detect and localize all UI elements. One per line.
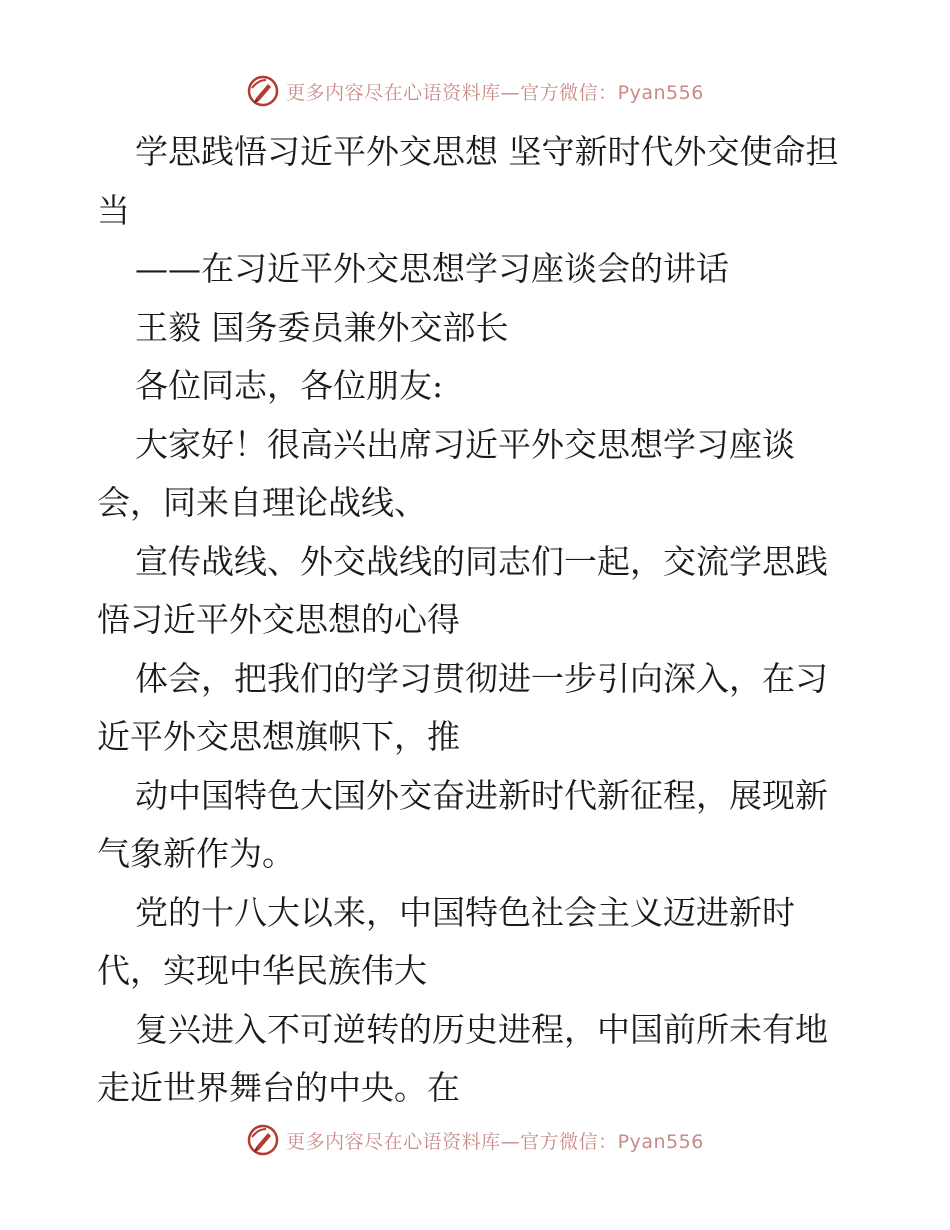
body-paragraph: 动中国特色大国外交奋进新时代新征程，展现新气象新作为。 [97, 775, 828, 873]
body-paragraph: 体会，把我们的学习贯彻进一步引向深入，在习近平外交思想旗帜下，推 [97, 658, 828, 756]
body-paragraph: 党的十八大以来，中国特色社会主义迈进新时代，实现中华民族伟大 [97, 892, 795, 990]
body-paragraph: 大家好！很高兴出席习近平外交思想学习座谈会，同来自理论战线、 [97, 424, 795, 522]
watermark-text: 更多内容尽在心语资料库—官方微信：Pyan556 [286, 81, 704, 104]
salutation: 各位同志，各位朋友: [135, 366, 444, 405]
document-subtitle: ——在习近平外交思想学习座谈会的讲话 [135, 249, 729, 288]
document-body [97, 123, 857, 1118]
header-watermark-banner [0, 71, 950, 111]
pen-logo-icon [246, 1123, 280, 1157]
author-line: 王毅 国务委员兼外交部长 [135, 307, 509, 347]
body-paragraph: 复兴进入不可逆转的历史进程，中国前所未有地走近世界舞台的中央。在 [97, 1009, 828, 1107]
pen-logo-icon [246, 74, 280, 108]
footer-watermark-banner [0, 1120, 950, 1160]
body-paragraph: 宣传战线、外交战线的同志们一起，交流学思践悟习近平外交思想的心得 [97, 541, 828, 639]
document-title: 学思践悟习近平外交思想 坚守新时代外交使命担当 [97, 132, 839, 230]
watermark-text: 更多内容尽在心语资料库—官方微信：Pyan556 [286, 1130, 704, 1153]
